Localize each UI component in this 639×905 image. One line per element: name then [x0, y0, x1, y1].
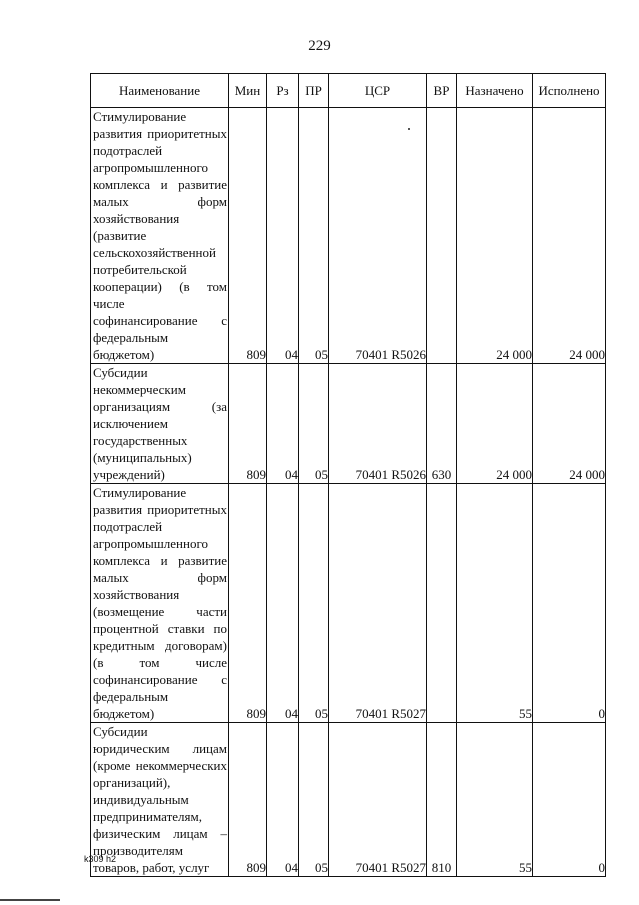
footer-code: k309 h2 [84, 854, 117, 864]
table-row [91, 484, 606, 723]
header-assigned: Назначено [457, 74, 533, 108]
row-assigned: 24 000 [457, 364, 533, 484]
header-min: Мин [229, 74, 267, 108]
row-executed: 0 [533, 723, 606, 877]
row-rz: 04 [267, 723, 299, 877]
row-pr: 05 [299, 108, 329, 364]
table-header-row [91, 74, 606, 108]
row-pr: 05 [299, 723, 329, 877]
row-vr [427, 484, 457, 723]
row-min: 809 [229, 364, 267, 484]
row-pr: 05 [299, 484, 329, 723]
row-assigned: 55 [457, 723, 533, 877]
header-pr: ПР [299, 74, 329, 108]
row-executed: 0 [533, 484, 606, 723]
row-csr: 70401 R5027 [329, 484, 427, 723]
row-executed: 24 000 [533, 108, 606, 364]
row-rz: 04 [267, 484, 299, 723]
scan-edge-mark [0, 899, 60, 901]
row-csr: 70401 R5026 [329, 364, 427, 484]
row-csr: 70401 R5026 [329, 108, 427, 364]
row-executed: 24 000 [533, 364, 606, 484]
header-vr: ВР [427, 74, 457, 108]
page-number: 229 [308, 38, 331, 54]
row-min: 809 [229, 723, 267, 877]
row-vr: 810 [427, 723, 457, 877]
row-min: 809 [229, 108, 267, 364]
row-assigned: 55 [457, 484, 533, 723]
row-name: Субсидии некоммерческим организациям (за исключением государственных (муниципальных) учреждений) [91, 364, 229, 484]
row-name: Стимулирование развития приоритетных подотраслей агропромышленного комплекса и развитие малых форм хозяйствования (развитие сельскохозяйственной потребительской кооперации) (в том числе софинансирование с федеральным бюджетом) [91, 108, 229, 364]
header-rz: Рз [267, 74, 299, 108]
row-assigned: 24 000 [457, 108, 533, 364]
table-row [91, 723, 606, 877]
header-executed: Исполнено [533, 74, 606, 108]
row-name: Стимулирование развития приоритетных подотраслей агропромышленного комплекса и развитие малых форм хозяйствования (возмещение части процентной ставки по кредитным договорам) (в том числе софинансирование с федеральным бюджетом) [91, 484, 229, 723]
row-csr: 70401 R5027 [329, 723, 427, 877]
row-name: Субсидии юридическим лицам (кроме некоммерческих организаций), индивидуальным предпринимателям, физическим лицам – производителям товаров, работ, услуг [91, 723, 229, 877]
row-vr [427, 108, 457, 364]
table-row [91, 364, 606, 484]
row-rz: 04 [267, 364, 299, 484]
row-min: 809 [229, 484, 267, 723]
header-csr: ЦСР [329, 74, 427, 108]
header-name: Наименование [91, 74, 229, 108]
row-pr: 05 [299, 364, 329, 484]
row-rz: 04 [267, 108, 299, 364]
table-row [91, 108, 606, 364]
row-vr: 630 [427, 364, 457, 484]
budget-table [90, 73, 606, 877]
